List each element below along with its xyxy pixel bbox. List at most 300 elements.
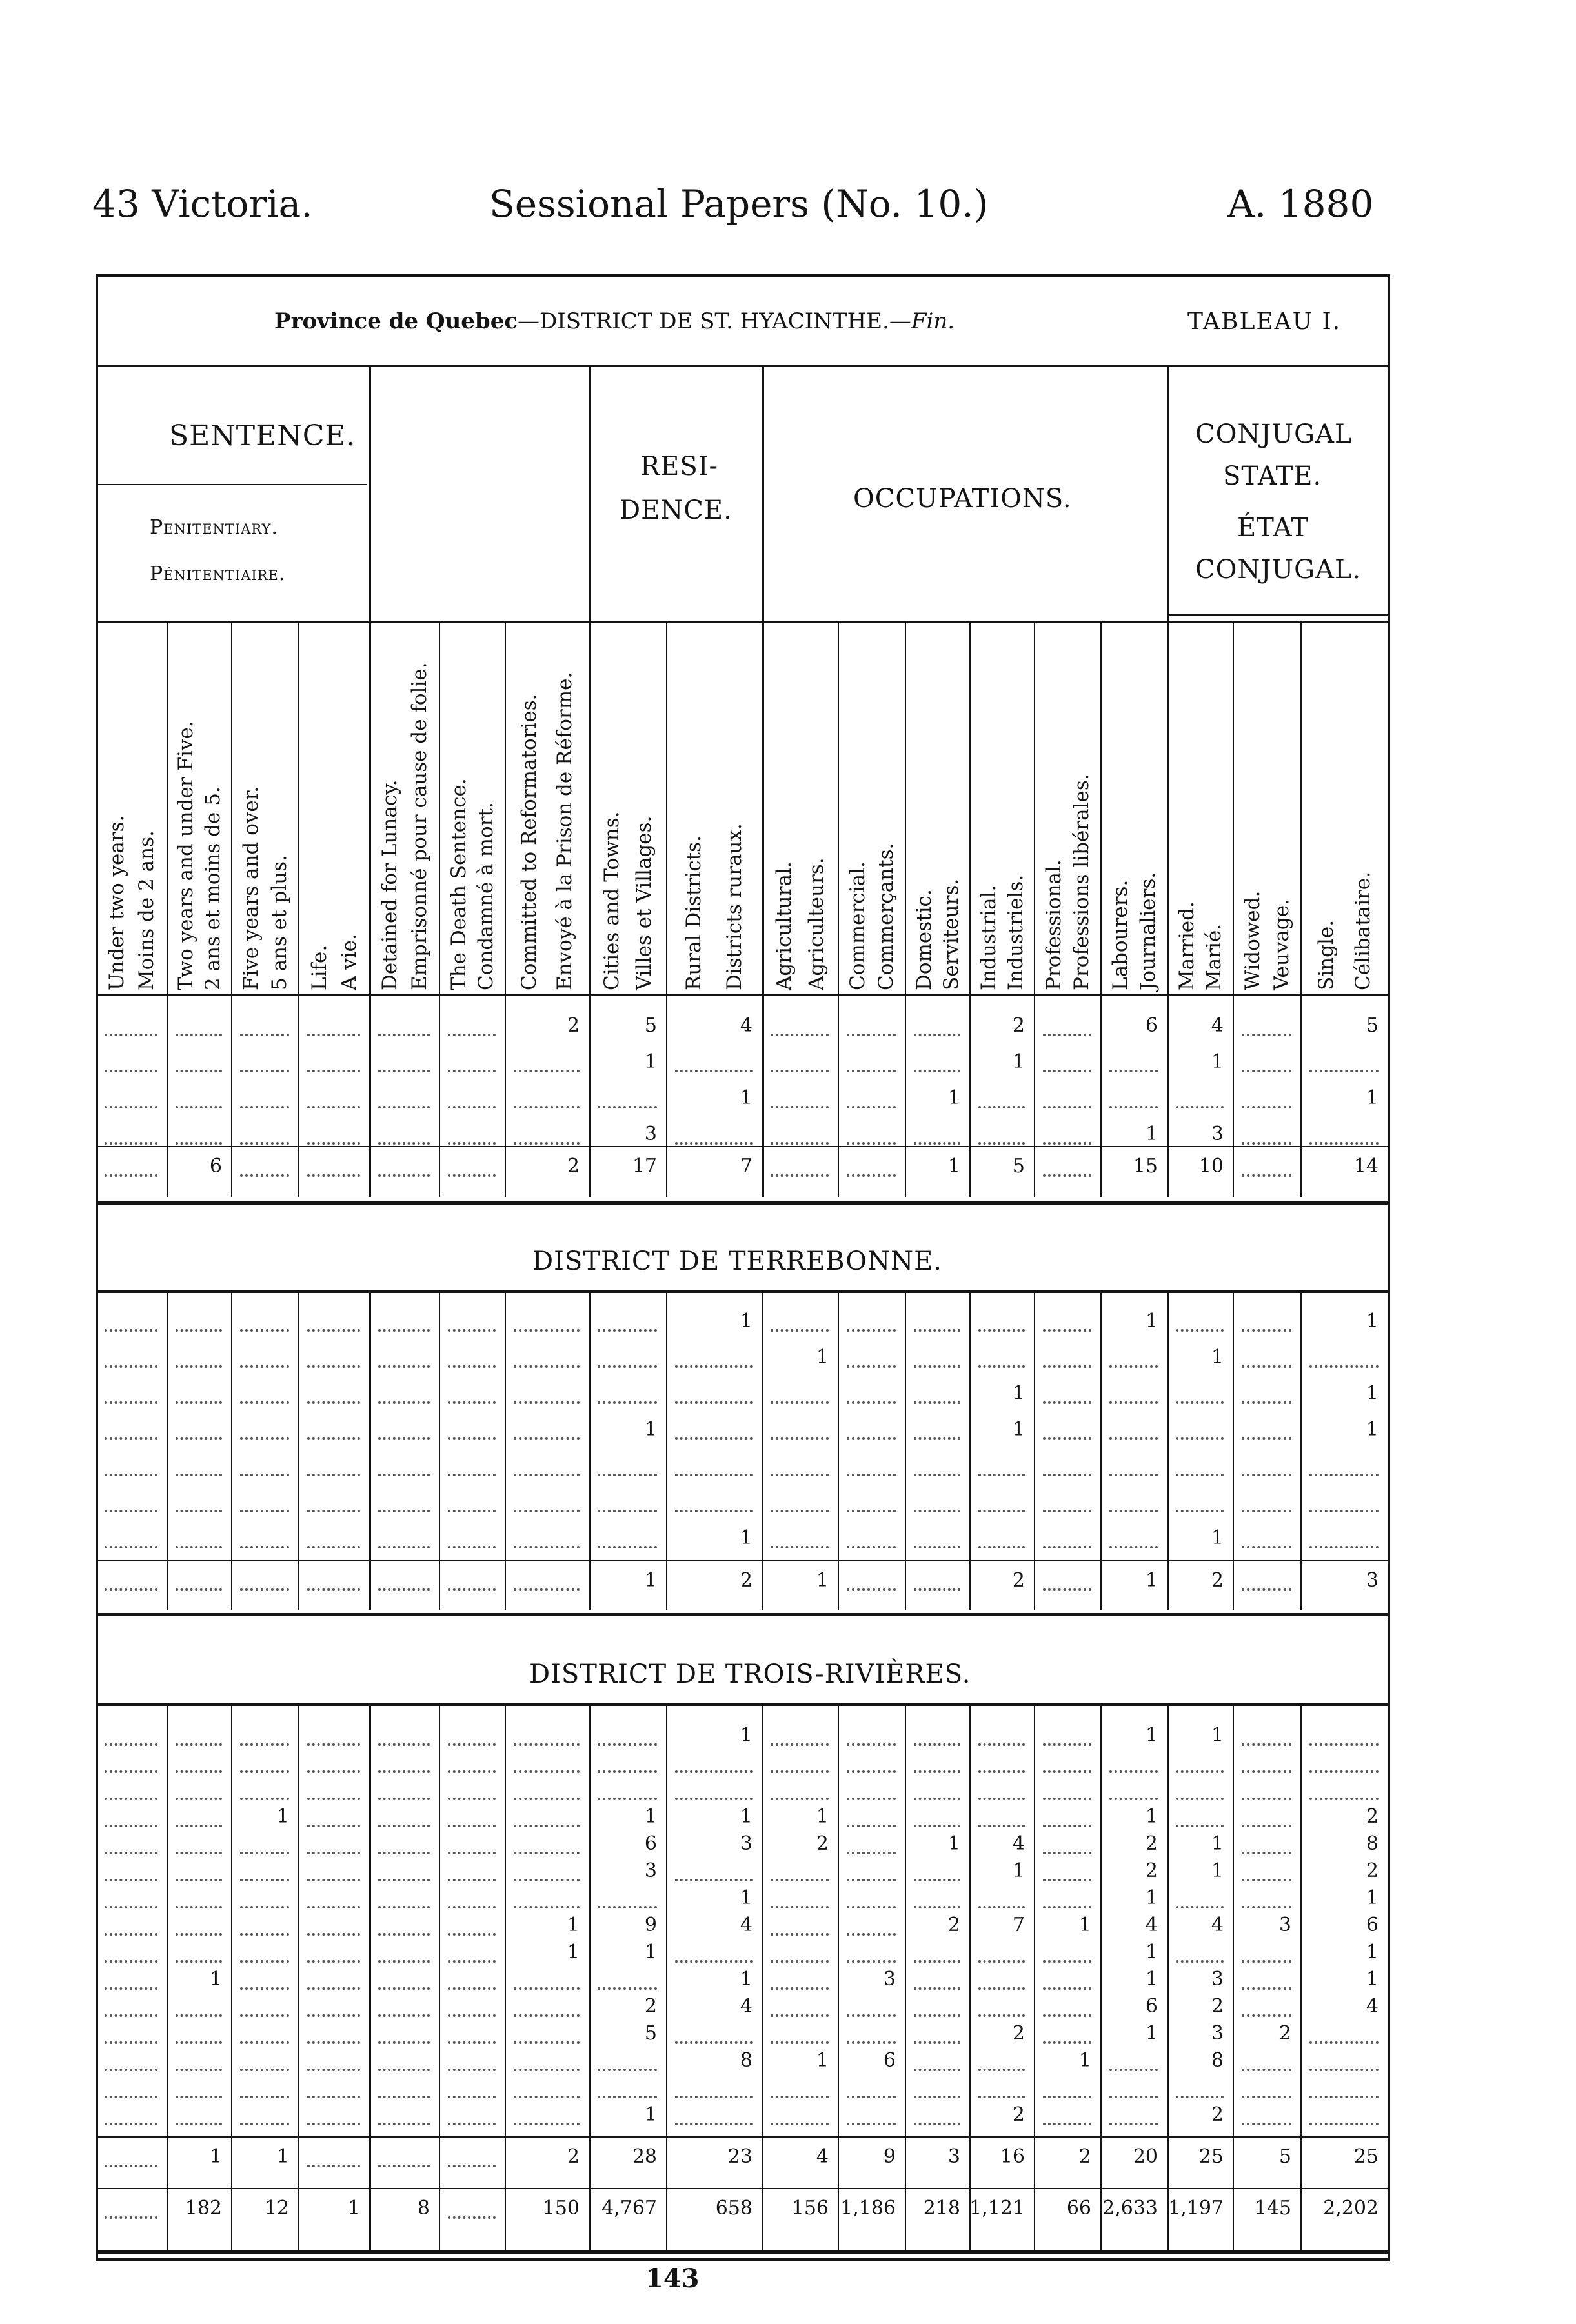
grand-totals-rule	[96, 2188, 1388, 2189]
leader-dots	[448, 1437, 496, 1440]
group-conjugal-line1: CONJUGAL	[1195, 419, 1353, 449]
leader-dots	[978, 1106, 1025, 1108]
leader-dots	[847, 1546, 896, 1548]
table-cell: 1	[276, 1805, 289, 1828]
leader-dots	[675, 2096, 753, 2098]
leader-dots	[307, 1906, 360, 1908]
leader-dots	[1242, 1798, 1291, 1800]
leader-dots	[978, 1743, 1025, 1746]
leader-dots	[307, 1437, 360, 1440]
leader-dots	[771, 1474, 829, 1476]
leader-dots	[598, 1329, 657, 1332]
leader-dots	[514, 1401, 580, 1404]
leader-dots	[105, 1743, 157, 1746]
table-cell: 1	[947, 1087, 960, 1109]
leader-dots	[1043, 1070, 1091, 1072]
leader-dots	[675, 2123, 753, 2125]
leader-dots	[307, 1329, 360, 1332]
leader-dots	[1043, 1960, 1091, 1963]
leader-dots	[1043, 1401, 1091, 1404]
leader-dots	[448, 2123, 496, 2125]
leader-dots	[847, 1401, 896, 1404]
leader-dots	[378, 2014, 430, 2017]
leader-dots	[847, 1474, 896, 1476]
group-residence-line1: RESI-	[640, 452, 719, 481]
table-cell: 1	[1145, 1941, 1158, 1963]
leader-dots	[307, 1174, 360, 1177]
leader-dots	[240, 1588, 289, 1591]
table-cell: 1	[740, 1087, 753, 1109]
leader-dots	[771, 1933, 829, 1936]
leader-dots	[105, 1546, 157, 1548]
leader-dots	[1176, 1329, 1224, 1332]
leader-dots	[448, 1933, 496, 1936]
leader-dots	[1176, 1770, 1224, 1773]
total-cell: 2	[1078, 2145, 1091, 2168]
table-cell: 1	[1366, 1418, 1379, 1441]
column-header-fr: Villes et Villages.	[632, 816, 656, 990]
leader-dots	[105, 1329, 157, 1332]
leader-dots	[914, 1474, 960, 1476]
leader-dots	[914, 1437, 960, 1440]
leader-dots	[675, 1070, 753, 1072]
table-cell: 1	[1211, 1724, 1224, 1747]
leader-dots	[448, 1034, 496, 1036]
leader-dots	[105, 2123, 157, 2125]
leader-dots	[176, 2123, 222, 2125]
column-header-en: Detained for Lunacy.	[378, 779, 402, 990]
table-cell: 9	[644, 1914, 657, 1936]
column-rule	[505, 621, 506, 1197]
leader-dots	[1109, 1474, 1158, 1476]
leader-dots	[847, 1960, 896, 1963]
leader-dots	[1043, 1743, 1091, 1746]
leader-dots	[448, 1474, 496, 1476]
table-title-tableau: TABLEAU I.	[1187, 308, 1342, 335]
leader-dots	[847, 1588, 896, 1591]
leader-dots	[847, 1034, 896, 1036]
leader-dots	[771, 1174, 829, 1177]
leader-dots	[771, 1329, 829, 1332]
column-rule	[1034, 621, 1035, 1197]
section-title-trois-rivieres: DISTRICT DE TROIS-RIVIÈRES.	[529, 1659, 971, 1689]
table-bottom-rule-double	[96, 2258, 1388, 2261]
leader-dots	[598, 1743, 657, 1746]
leader-dots	[847, 1879, 896, 1881]
table-cell: 1	[567, 1914, 580, 1936]
leader-dots	[771, 1437, 829, 1440]
leader-dots	[1109, 1770, 1158, 1773]
leader-dots	[1309, 2069, 1379, 2071]
leader-dots	[914, 1798, 960, 1800]
leader-dots	[914, 2069, 960, 2071]
leader-dots	[978, 1960, 1025, 1963]
table-cell: 1	[1366, 1887, 1379, 1909]
leader-dots	[307, 1879, 360, 1881]
leader-dots	[448, 2096, 496, 2098]
leader-dots	[448, 1798, 496, 1800]
leader-dots	[240, 1070, 289, 1072]
leader-dots	[1043, 1474, 1091, 1476]
leader-dots	[514, 1798, 580, 1800]
leader-dots	[847, 1142, 896, 1145]
column-rule	[969, 621, 971, 1197]
leader-dots	[914, 1034, 960, 1036]
leader-dots	[176, 1770, 222, 1773]
column-rule	[231, 1290, 232, 1610]
leader-dots	[675, 1879, 753, 1881]
leader-dots	[914, 2041, 960, 2044]
leader-dots	[307, 1743, 360, 1746]
leader-dots	[1242, 1034, 1291, 1036]
table-cell: 2	[1145, 1859, 1158, 1882]
leader-dots	[378, 2096, 430, 2098]
leader-dots	[771, 1401, 829, 1404]
leader-dots	[448, 1142, 496, 1145]
leader-dots	[105, 1588, 157, 1591]
leader-dots	[514, 1510, 580, 1512]
leader-dots	[847, 1174, 896, 1177]
leader-dots	[914, 1365, 960, 1368]
leader-dots	[914, 2014, 960, 2017]
leader-dots	[105, 2069, 157, 2071]
total-cell: 3	[947, 2145, 960, 2168]
leader-dots	[914, 1142, 960, 1145]
leader-dots	[176, 1798, 222, 1800]
leader-dots	[1109, 1106, 1158, 1108]
total-cell: 1	[276, 2145, 289, 2168]
leader-dots	[847, 1906, 896, 1908]
column-header-en: Widowed.	[1241, 890, 1265, 990]
total-cell: 1	[644, 1569, 657, 1592]
leader-dots	[176, 2096, 222, 2098]
totals-rule	[96, 1146, 1388, 1147]
leader-dots	[176, 1825, 222, 1827]
leader-dots	[771, 1906, 829, 1908]
leader-dots	[378, 1401, 430, 1404]
grand-total-cell: 2,202	[1323, 2197, 1379, 2219]
leader-dots	[307, 1474, 360, 1476]
leader-dots	[378, 1879, 430, 1881]
leader-dots	[448, 1906, 496, 1908]
leader-dots	[1242, 2123, 1291, 2125]
grand-total-cell: 12	[264, 2197, 289, 2219]
column-header-en: Rural Districts.	[682, 836, 706, 990]
leader-dots	[176, 1142, 222, 1145]
column-header-fr: Marié.	[1202, 923, 1226, 990]
leader-dots	[1043, 1365, 1091, 1368]
column-header-fr: 5 ans et plus.	[267, 855, 291, 990]
leader-dots	[378, 1510, 430, 1512]
leader-dots	[307, 2123, 360, 2125]
leader-dots	[675, 1365, 753, 1368]
table-cell: 4	[1211, 1914, 1224, 1936]
leader-dots	[514, 2041, 580, 2044]
table-cell: 1	[816, 1346, 829, 1368]
leader-dots	[675, 1798, 753, 1800]
leader-dots	[978, 2014, 1025, 2017]
leader-dots	[1043, 2041, 1091, 2044]
table-cell: 2	[1278, 2022, 1291, 2045]
leader-dots	[771, 1106, 829, 1108]
leader-dots	[1176, 1906, 1224, 1908]
leader-dots	[1242, 2014, 1291, 2017]
table-cell: 1	[1366, 1968, 1379, 1990]
leader-dots	[105, 1437, 157, 1440]
total-cell: 3	[1366, 1569, 1379, 1592]
leader-dots	[1309, 2123, 1379, 2125]
leader-dots	[978, 1987, 1025, 1990]
table-title-district: —DISTRICT DE ST. HYACINTHE.—	[518, 308, 911, 334]
column-rule	[589, 1290, 591, 1610]
column-header-en: Life.	[307, 945, 331, 990]
leader-dots	[378, 1142, 430, 1145]
leader-dots	[1242, 1960, 1291, 1963]
column-header-en: Industrial.	[977, 885, 1000, 990]
leader-dots	[176, 1879, 222, 1881]
leader-dots	[307, 1510, 360, 1512]
total-cell: 20	[1133, 2145, 1158, 2168]
total-cell: 6	[209, 1155, 222, 1177]
leader-dots	[240, 2041, 289, 2044]
leader-dots	[978, 1329, 1025, 1332]
table-cell: 1	[644, 1805, 657, 1828]
table-cell: 1	[1211, 1859, 1224, 1882]
leader-dots	[176, 1034, 222, 1036]
column-header-en: Professional.	[1042, 859, 1066, 990]
leader-dots	[105, 1106, 157, 1108]
grand-total-cell: 8	[417, 2197, 430, 2219]
leader-dots	[176, 1401, 222, 1404]
leader-dots	[307, 2041, 360, 2044]
total-cell: 23	[727, 2145, 753, 2168]
leader-dots	[240, 1770, 289, 1773]
leader-dots	[514, 2123, 580, 2125]
table-cell: 1	[1145, 1887, 1158, 1909]
leader-dots	[105, 1798, 157, 1800]
column-rule	[666, 1290, 667, 1610]
leader-dots	[978, 1510, 1025, 1512]
leader-dots	[378, 1437, 430, 1440]
leader-dots	[307, 1401, 360, 1404]
occupations-group-border	[762, 365, 764, 1197]
table-cell: 1	[1366, 1087, 1379, 1109]
column-rule	[905, 1703, 906, 2250]
leader-dots	[1043, 1142, 1091, 1145]
column-rule	[298, 1290, 299, 1610]
leader-dots	[307, 1960, 360, 1963]
leader-dots	[847, 2123, 896, 2125]
leader-dots	[176, 1474, 222, 1476]
leader-dots	[1242, 2096, 1291, 2098]
leader-dots	[914, 1401, 960, 1404]
leader-dots	[978, 1798, 1025, 1800]
leader-dots	[978, 1142, 1025, 1145]
leader-dots	[448, 2041, 496, 2044]
leader-dots	[1043, 1879, 1091, 1881]
table-cell: 4	[740, 1914, 753, 1936]
column-rule	[905, 621, 906, 1197]
leader-dots	[378, 1365, 430, 1368]
total-cell: 2	[1211, 1569, 1224, 1592]
table-cell: 8	[1366, 1832, 1379, 1855]
table-cell: 1	[740, 1968, 753, 1990]
table-cell: 1	[816, 1805, 829, 1828]
table-cell: 5	[1366, 1014, 1379, 1037]
leader-dots	[105, 1510, 157, 1512]
leader-dots	[448, 2165, 496, 2167]
column-header-en: Two years and under Five.	[174, 721, 197, 990]
column-header-en: Cities and Towns.	[600, 811, 623, 990]
total-cell: 2	[567, 2145, 580, 2168]
leader-dots	[448, 1879, 496, 1881]
leader-dots	[1309, 2041, 1379, 2044]
column-rule	[439, 621, 440, 1197]
column-header-fr: Journaliers.	[1137, 872, 1160, 990]
column-header-en: Labourers.	[1108, 879, 1132, 990]
leader-dots	[1043, 1906, 1091, 1908]
leader-dots	[514, 1474, 580, 1476]
leader-dots	[1309, 1510, 1379, 1512]
leader-dots	[378, 1174, 430, 1177]
leader-dots	[1242, 1142, 1291, 1145]
column-rule	[1300, 1290, 1302, 1610]
leader-dots	[1242, 1474, 1291, 1476]
leader-dots	[448, 1987, 496, 1990]
leader-dots	[240, 1879, 289, 1881]
leader-dots	[105, 1365, 157, 1368]
leader-dots	[240, 1142, 289, 1145]
leader-dots	[1242, 1546, 1291, 1548]
leader-dots	[176, 1852, 222, 1854]
grand-total-cell: 1,186	[840, 2197, 896, 2219]
table-cell: 1	[740, 1310, 753, 1332]
column-rule	[369, 1290, 371, 1610]
leader-dots	[514, 1852, 580, 1854]
leader-dots	[1176, 1401, 1224, 1404]
leader-dots	[1109, 1437, 1158, 1440]
column-header-fr: Moins de 2 ans.	[135, 830, 158, 990]
leader-dots	[105, 1906, 157, 1908]
leader-dots	[176, 2014, 222, 2017]
leader-dots	[514, 1743, 580, 1746]
table-cell: 2	[947, 1914, 960, 1936]
leader-dots	[847, 1365, 896, 1368]
table-cell: 3	[644, 1123, 657, 1145]
leader-dots	[105, 2096, 157, 2098]
title-bottom-rule	[96, 365, 1388, 367]
leader-dots	[448, 1546, 496, 1548]
leader-dots	[514, 1825, 580, 1827]
leader-dots	[598, 1401, 657, 1404]
leader-dots	[105, 1879, 157, 1881]
leader-dots	[847, 1933, 896, 1936]
grand-total-cell: 1,121	[969, 2197, 1025, 2219]
leader-dots	[847, 2041, 896, 2044]
sentence-subrule	[96, 484, 367, 485]
column-header-top-rule	[96, 621, 1388, 623]
table-cell: 3	[883, 1968, 896, 1990]
leader-dots	[105, 1174, 157, 1177]
leader-dots	[176, 1106, 222, 1108]
leader-dots	[514, 1879, 580, 1881]
leader-dots	[1309, 1546, 1379, 1548]
leader-dots	[771, 2014, 829, 2017]
leader-dots	[240, 1933, 289, 1936]
leader-dots	[914, 1825, 960, 1827]
leader-dots	[1043, 1510, 1091, 1512]
leader-dots	[240, 1329, 289, 1332]
running-header-right: A. 1880	[1227, 182, 1374, 226]
section-title-rule	[96, 1703, 1388, 1706]
leader-dots	[1109, 1070, 1158, 1072]
leader-dots	[1043, 1437, 1091, 1440]
leader-dots	[1043, 1034, 1091, 1036]
leader-dots	[378, 1743, 430, 1746]
leader-dots	[105, 2041, 157, 2044]
leader-dots	[1043, 1174, 1091, 1177]
table-cell: 1	[1145, 1310, 1158, 1332]
leader-dots	[1043, 1106, 1091, 1108]
leader-dots	[1242, 1365, 1291, 1368]
table-cell: 8	[1211, 2049, 1224, 2072]
leader-dots	[1242, 1401, 1291, 1404]
leader-dots	[1043, 2123, 1091, 2125]
table-cell: 1	[947, 1832, 960, 1855]
table-cell: 2	[1366, 1859, 1379, 1882]
leader-dots	[598, 1106, 657, 1108]
grand-total-cell: 66	[1066, 2197, 1091, 2219]
leader-dots	[307, 1798, 360, 1800]
leader-dots	[240, 1106, 289, 1108]
group-occupations: OCCUPATIONS.	[853, 484, 1072, 514]
column-header-en: Committed to Reformatories.	[518, 694, 541, 990]
table-cell: 1	[644, 1941, 657, 1963]
leader-dots	[1242, 1770, 1291, 1773]
table-cell: 1	[644, 2103, 657, 2126]
leader-dots	[240, 1474, 289, 1476]
column-rule	[762, 1703, 763, 2250]
leader-dots	[176, 1960, 222, 1963]
leader-dots	[1176, 1825, 1224, 1827]
table-cell: 3	[644, 1859, 657, 1882]
total-cell: 5	[1012, 1155, 1025, 1177]
group-penitentiary: Penitentiary.	[150, 516, 278, 539]
table-cell: 1	[1211, 1832, 1224, 1855]
leader-dots	[378, 1106, 430, 1108]
leader-dots	[1242, 2069, 1291, 2071]
column-rule	[1233, 621, 1234, 1197]
total-cell: 16	[1000, 2145, 1025, 2168]
leader-dots	[448, 2069, 496, 2071]
leader-dots	[514, 2069, 580, 2071]
leader-dots	[847, 1437, 896, 1440]
leader-dots	[240, 1906, 289, 1908]
column-header-en: Under two years.	[105, 815, 128, 990]
section-title-rule	[96, 1290, 1388, 1293]
leader-dots	[105, 1960, 157, 1963]
leader-dots	[847, 1106, 896, 1108]
leader-dots	[1176, 1474, 1224, 1476]
table-cell: 6	[1145, 1014, 1158, 1037]
leader-dots	[914, 1510, 960, 1512]
leader-dots	[598, 1365, 657, 1368]
leader-dots	[978, 1825, 1025, 1827]
leader-dots	[105, 1825, 157, 1827]
leader-dots	[514, 1546, 580, 1548]
total-cell: 25	[1353, 2145, 1379, 2168]
leader-dots	[240, 1365, 289, 1368]
